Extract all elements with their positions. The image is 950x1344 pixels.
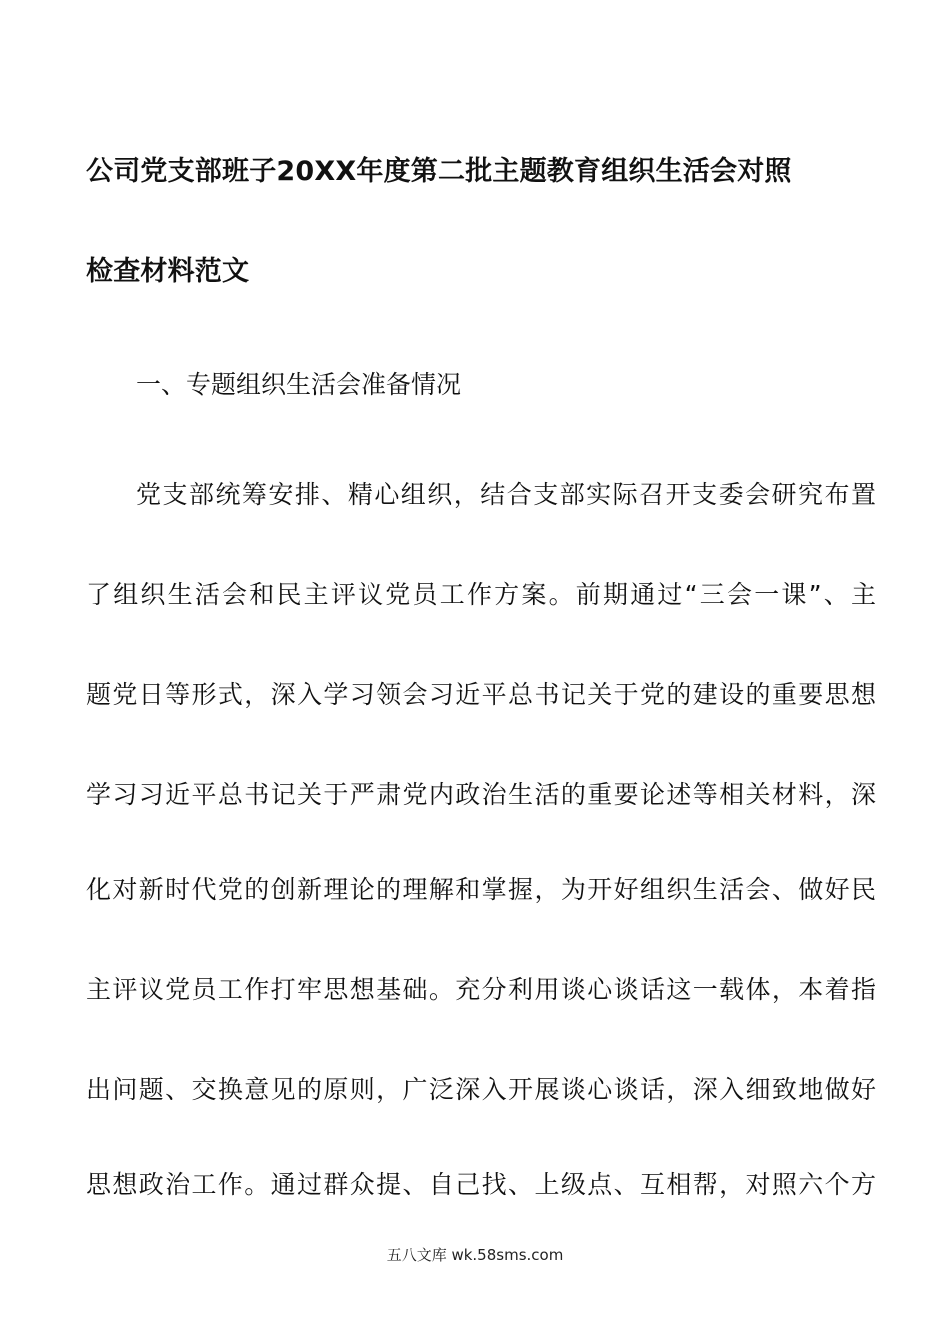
paragraph-line-5: 化对新时代党的创新理论的理解和掌握，为开好组织生活会、做好民: [86, 875, 876, 904]
paragraph-line-2: 了组织生活会和民主评议党员工作方案。前期通过“三会一课”、主: [86, 580, 876, 609]
document-title-line-1: 公司党支部班子20XX年度第二批主题教育组织生活会对照: [86, 156, 792, 187]
paragraph-line-7: 出问题、交换意见的原则，广泛深入开展谈心谈话，深入细致地做好: [86, 1075, 876, 1104]
footer-watermark: 五八文库 wk.58sms.com: [386, 1246, 564, 1264]
paragraph-line-1: 党支部统筹安排、精心组织，结合支部实际召开支委会研究布置: [136, 480, 876, 509]
paragraph-line-4: 学习习近平总书记关于严肃党内政治生活的重要论述等相关材料，深: [86, 780, 876, 809]
section-heading: 一、专题组织生活会准备情况: [136, 370, 462, 399]
paragraph-line-6: 主评议党员工作打牢思想基础。充分利用谈心谈话这一载体，本着指: [86, 975, 876, 1004]
paragraph-line-8: 思想政治工作。通过群众提、自己找、上级点、互相帮，对照六个方: [86, 1170, 876, 1199]
document-title-line-2: 检查材料范文: [86, 256, 250, 287]
paragraph-line-3: 题党日等形式，深入学习领会习近平总书记关于党的建设的重要思想: [86, 680, 876, 709]
